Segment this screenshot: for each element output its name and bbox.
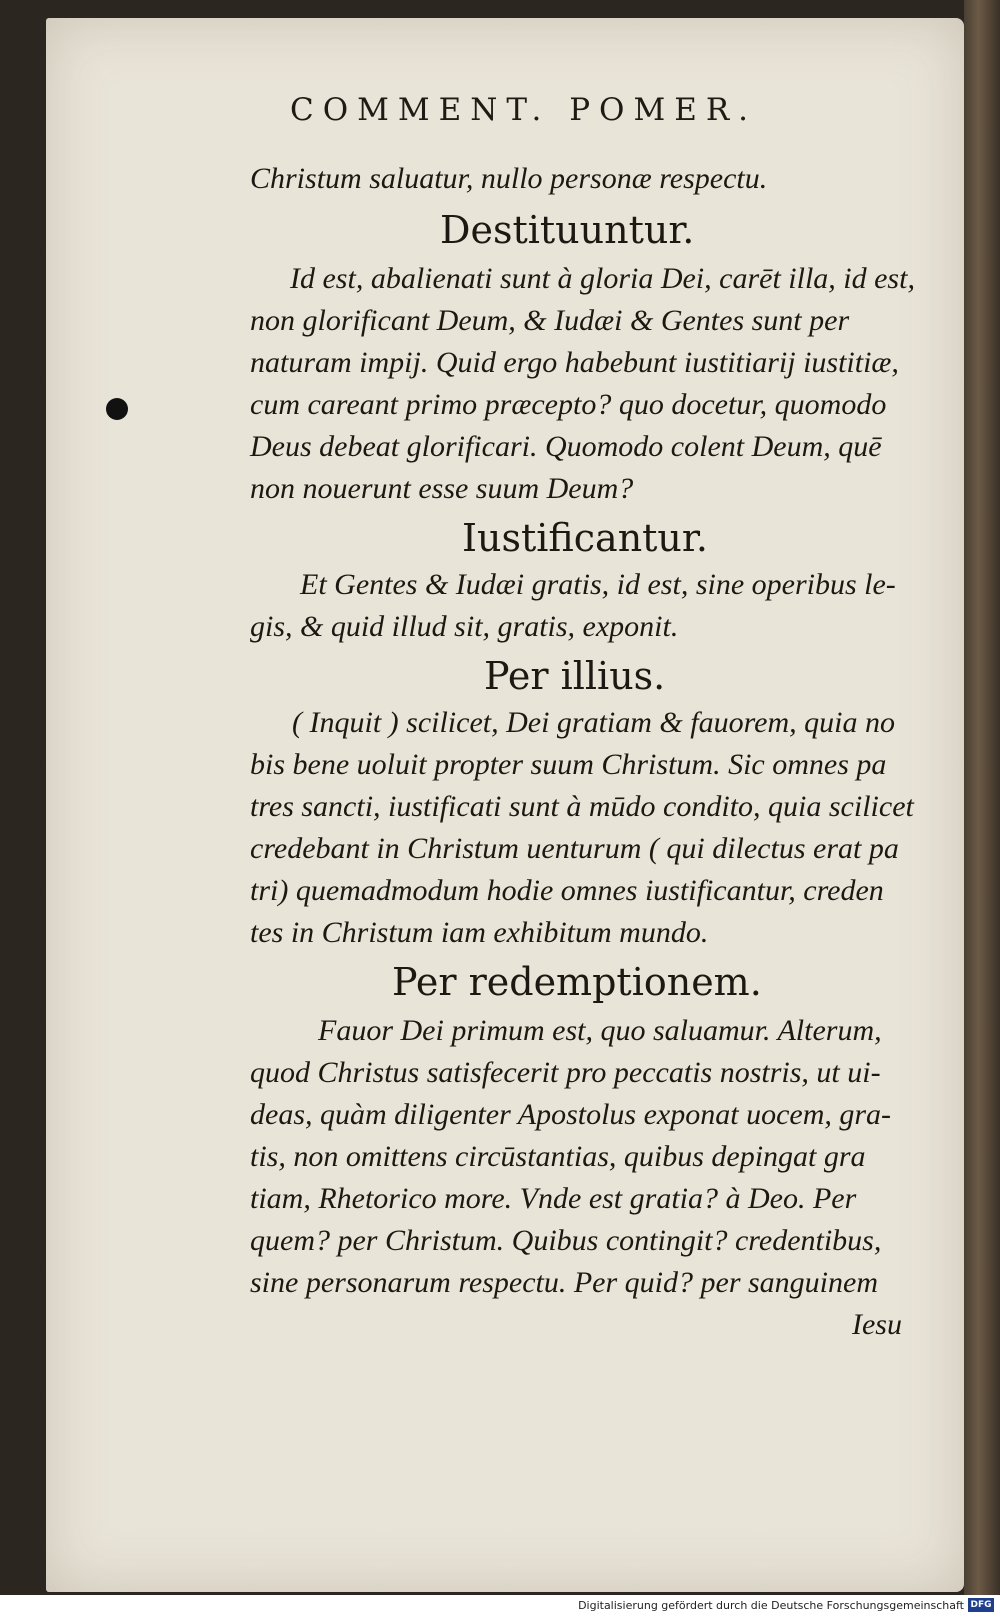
section-heading: Per redemptionem.: [392, 960, 762, 1004]
text-line: sine personarum respectu. Per quid? per sanguinem: [250, 1266, 878, 1299]
section-heading: Destituuntur.: [440, 208, 695, 252]
ink-blot: [106, 398, 128, 420]
section-heading: Iustificantur.: [462, 516, 708, 560]
text-line: deas, quàm diligenter Apostolus exponat uocem, gra-: [250, 1098, 892, 1131]
text-line: quem? per Christum. Quibus contingit? credentibus,: [250, 1224, 882, 1257]
footer-credit: Digitalisierung gefördert durch die Deutsche Forschungsgemeinschaft: [578, 1599, 964, 1612]
text-line: Christum saluatur, nullo personæ respectu.: [250, 162, 768, 195]
text-line: gis, & quid illud sit, gratis, exponit.: [250, 610, 679, 643]
text-line: bis bene uoluit propter suum Christum. Sic omnes pa: [250, 748, 887, 781]
text-line: Id est, abalienati sunt à gloria Dei, carēt illa, id est,: [290, 262, 915, 295]
text-line: non glorificant Deum, & Iudæi & Gentes sunt per: [250, 304, 850, 337]
catchword: Iesu: [852, 1308, 902, 1341]
text-line: cum careant primo præcepto? quo docetur, quomodo: [250, 388, 887, 421]
text-line: Et Gentes & Iudæi gratis, id est, sine operibus le-: [300, 568, 896, 601]
text-line: quod Christus satisfecerit pro peccatis nostris, ut ui-: [250, 1056, 881, 1089]
dfg-logo-icon: DFG: [968, 1598, 994, 1612]
running-head: COMMENT. POMER.: [290, 92, 758, 128]
text-line: naturam impij. Quid ergo habebunt iustitiarij iustitiæ,: [250, 346, 899, 379]
section-heading: Per illius.: [484, 654, 666, 698]
book-spine: [964, 0, 1000, 1595]
text-line: Deus debeat glorificari. Quomodo colent Deum, quē: [250, 430, 882, 463]
text-line: tri) quemadmodum hodie omnes iustificantur, creden: [250, 874, 884, 907]
text-line: tiam, Rhetorico more. Vnde est gratia? à Deo. Per: [250, 1182, 857, 1215]
text-line: Fauor Dei primum est, quo saluamur. Alterum,: [318, 1014, 882, 1047]
text-line: tes in Christum iam exhibitum mundo.: [250, 916, 709, 949]
text-line: tis, non omittens circūstantias, quibus depingat gra: [250, 1140, 866, 1173]
text-line: tres sancti, iustificati sunt à mūdo condito, quia scilicet: [250, 790, 914, 823]
text-line: non nouerunt esse suum Deum?: [250, 472, 634, 505]
text-line: ( Inquit ) scilicet, Dei gratiam & fauorem, quia no: [292, 706, 895, 739]
text-line: credebant in Christum uenturum ( qui dilectus erat pa: [250, 832, 899, 865]
